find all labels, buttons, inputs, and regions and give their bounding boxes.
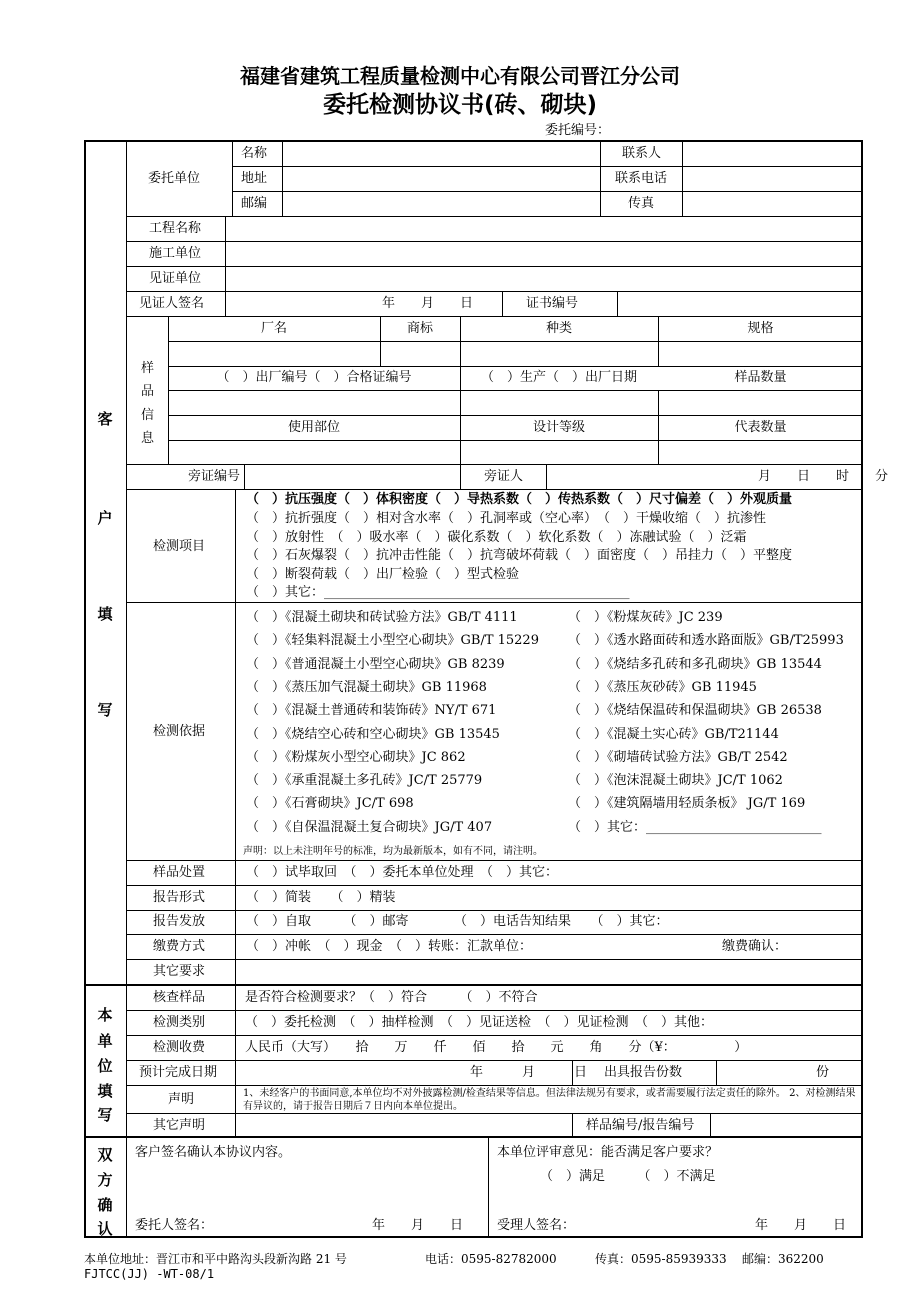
report-copies-unit: 份	[816, 1065, 830, 1080]
witness-sign-label: 见证人签名	[139, 296, 205, 311]
section-client-char-3: 填	[97, 605, 113, 623]
payment-text: （ ）冲帐 （ ）现金 （ ）转账：汇款单位：	[246, 939, 533, 954]
section-both-char-4: 认	[97, 1220, 113, 1238]
basis-label: 检测依据	[153, 724, 206, 739]
basis-right-item: （ ）《烧结多孔砖和多孔砌块》GB 13544	[568, 656, 822, 672]
basis-right-item: （ ）《蒸压灰砂砖》GB 11945	[568, 679, 757, 695]
section-client-char-2: 户	[97, 509, 113, 527]
test-item-line-2: （ ）抗折强度（ ）相对含水率（ ）孔洞率或（空心率） （ ）干燥收缩（ ）抗渗性	[246, 511, 767, 526]
factory-label: 厂名	[260, 321, 287, 336]
basis-note: 声明：以上未注明年号的标准，均为最新版本，如有不同，请注明。	[243, 846, 543, 857]
sample-label-2: 品	[141, 384, 155, 399]
title-form: 委托检测协议书(砖、砌块)	[322, 92, 598, 118]
kind-label: 种类	[545, 321, 572, 336]
spec-label: 规格	[747, 321, 774, 336]
section-unit-char-3: 位	[97, 1057, 113, 1075]
unit-sign-label: 受理人签名：	[497, 1218, 576, 1233]
basis-left-item: （ ）《轻集料混凝土小型空心砌块》GB/T 15229	[246, 633, 539, 649]
basis-right-item: （ ）其它：___________________________	[568, 819, 822, 835]
constructor-label: 施工单位	[149, 246, 202, 261]
report-form-label: 报告形式	[153, 890, 206, 905]
side-no-label: 旁证编号	[188, 469, 241, 484]
other-req-label: 其它要求	[153, 964, 206, 979]
sample-label-4: 息	[141, 431, 155, 446]
client-name-label: 名称	[241, 146, 268, 161]
report-copies-label: 出具报告份数	[604, 1065, 683, 1080]
report-issue-label: 报告发放	[153, 914, 206, 929]
footer-postcode: 邮编：362200	[742, 1252, 824, 1266]
test-item-line-1: （ ）抗压强度（ ）体积密度（ ）导热系数（ ）传热系数（ ）尺寸偏差（ ）外观质量	[246, 492, 793, 507]
section-client-char-4: 写	[97, 701, 113, 719]
client-address-label: 地址	[241, 171, 268, 186]
statement-text: 1、未经客户的书面同意,本单位均不对外披露检测/检查结果等信息。但法律法规另有要求，或者需要履行法定责任的除外。 2、对检测结果有异议的，请于报告日期后７日内向本单位提出。	[243, 1088, 856, 1112]
test-item-line-4: （ ）石灰爆裂（ ）抗冲击性能（ ）抗弯破坏荷载（ ）面密度（ ）吊挂力（ ）平整度	[246, 548, 793, 563]
entrust-number-label: 委托编号：	[545, 123, 611, 138]
rep-qty-label: 代表数量	[734, 420, 787, 435]
section-unit-char-1: 本	[97, 1006, 113, 1024]
basis-left-item: （ ）《蒸压加气混凝土砌块》GB 11968	[246, 679, 487, 695]
section-client-char-1: 客	[97, 410, 113, 428]
brand-label: 商标	[406, 321, 433, 336]
witness-date: 年 月 日	[382, 296, 474, 311]
satisfy-options: （ ）满足 （ ）不满足	[540, 1169, 716, 1184]
unit-review-text: 本单位评审意见：能否满足客户要求？	[497, 1145, 719, 1160]
report-form-text: （ ）简装 （ ）精装	[246, 890, 396, 905]
client-postcode-label: 邮编	[241, 196, 268, 211]
section-unit-char-2: 单	[97, 1032, 113, 1050]
finish-date-label: 预计完成日期	[139, 1065, 218, 1080]
client-unit-label: 委托单位	[148, 171, 201, 186]
section-both-char-2: 方	[97, 1171, 113, 1189]
basis-left-item: （ ）《烧结空心砖和空心砌块》GB 13545	[246, 726, 500, 742]
basis-left-item: （ ）《承重混凝土多孔砖》JC/T 25779	[246, 773, 483, 789]
client-sign-label: 委托人签名：	[135, 1218, 214, 1233]
basis-right-item: （ ）《透水路面砖和透水路面版》GB/T25993	[568, 633, 844, 649]
client-confirm-text: 客户签名确认本协议内容。	[135, 1145, 292, 1160]
test-item-line-3: （ ）放射性 （ ）吸水率（ ）碳化系数（ ）软化系数（ ）冻融试验（ ）泛霜	[246, 530, 747, 545]
footer-form-code: FJTCC(JJ) -WT-08/1	[84, 1267, 215, 1281]
sample-report-no-label: 样品编号/报告编号	[586, 1118, 695, 1133]
basis-left-item: （ ）《石膏砌块》JC/T 698	[246, 796, 414, 812]
basis-left-item: （ ）《粉煤灰小型空心砌块》JC 862	[246, 749, 466, 765]
fee-text: 人民币（大写） 拾 万 仟 佰 拾 元 角 分（¥： ）	[245, 1040, 748, 1055]
sample-label-1: 样	[141, 361, 155, 376]
sample-ids-label: （ ）出厂编号（ ）合格证编号	[216, 370, 412, 385]
client-sign-date: 年 月 日	[372, 1218, 464, 1233]
other-statement-label: 其它声明	[153, 1118, 206, 1133]
disposal-text: （ ）试毕取回 （ ）委托本单位处理 （ ）其它：	[246, 865, 559, 880]
witness-unit-label: 见证单位	[149, 271, 202, 286]
basis-right-item: （ ）《泡沫混凝土砌块》JC/T 1062	[568, 773, 783, 789]
basis-left-item: （ ）《自保温混凝土复合砌块》JG/T 407	[246, 819, 493, 835]
title-company: 福建省建筑工程质量检测中心有限公司晋江分公司	[240, 64, 680, 88]
statement-label: 声明	[168, 1092, 195, 1107]
basis-right-item: （ ）《烧结保温砖和保温砌块》GB 26538	[568, 703, 822, 719]
sample-label-3: 信	[141, 408, 155, 423]
check-sample-label: 核查样品	[153, 990, 206, 1005]
section-unit-char-5: 写	[97, 1106, 113, 1124]
side-person-label: 旁证人	[484, 469, 524, 484]
basis-right-item: （ ）《粉煤灰砖》JC 239	[568, 610, 723, 625]
test-item-line-6: （ ）其它：_______________________________________________	[246, 585, 630, 600]
basis-right-item: （ ）《砌墙砖试验方法》GB/T 2542	[568, 749, 788, 765]
unit-sign-date: 年 月 日	[755, 1218, 847, 1233]
test-item-line-5: （ ）断裂荷载（ ）出厂检验（ ）型式检验	[246, 567, 520, 582]
sample-qty-label: 样品数量	[734, 370, 787, 385]
use-part-label: 使用部位	[287, 420, 340, 435]
section-unit-char-4: 填	[97, 1082, 113, 1100]
client-contact-label: 联系人	[622, 146, 662, 161]
basis-left-item: （ ）《混凝土普通砖和装饰砖》NY/T 671	[246, 703, 497, 719]
client-phone-label: 联系电话	[615, 171, 668, 186]
project-name-label: 工程名称	[149, 221, 202, 236]
client-fax-label: 传真	[628, 196, 655, 211]
sample-dates-label: （ ）生产（ ）出厂日期	[480, 370, 637, 385]
basis-right-item: （ ）《混凝土实心砖》GB/T21144	[568, 726, 779, 742]
disposal-label: 样品处置	[153, 865, 206, 880]
test-type-text: （ ）委托检测 （ ）抽样检测 （ ）见证送检 （ ）见证检测 （ ）其他：	[245, 1015, 714, 1030]
check-sample-text: 是否符合检测要求？（ ）符合 （ ）不符合	[245, 990, 538, 1005]
report-issue-text: （ ）自取 （ ）邮寄 （ ）电话告知结果 （ ）其它：	[246, 914, 669, 929]
footer-fax: 传真：0595-85939333	[595, 1252, 727, 1266]
section-both-char-1: 双	[97, 1146, 113, 1164]
fee-label: 检测收费	[153, 1040, 206, 1055]
basis-left-item: （ ）《混凝土砌块和砖试验方法》GB/T 4111	[246, 610, 518, 625]
basis-right-item: （ ）《建筑隔墙用轻质条板》 JG/T 169	[568, 796, 806, 812]
basis-left-item: （ ）《普通混凝土小型空心砌块》GB 8239	[246, 656, 505, 672]
footer-phone: 电话：0595-82782000	[425, 1252, 557, 1266]
payment-label: 缴费方式	[153, 939, 206, 954]
cert-no-label: 证书编号	[526, 296, 579, 311]
design-grade-label: 设计等级	[532, 420, 585, 435]
footer-address: 本单位地址：晋江市和平中路沟头段新沟路 21 号	[84, 1252, 347, 1266]
section-both-char-3: 确	[97, 1196, 113, 1214]
test-items-label: 检测项目	[153, 539, 206, 554]
payment-confirm: 缴费确认：	[722, 939, 788, 954]
side-time: 月 日 时 分	[758, 469, 889, 484]
finish-date-text: 年 月 日	[470, 1065, 588, 1080]
test-type-label: 检测类别	[153, 1015, 206, 1030]
